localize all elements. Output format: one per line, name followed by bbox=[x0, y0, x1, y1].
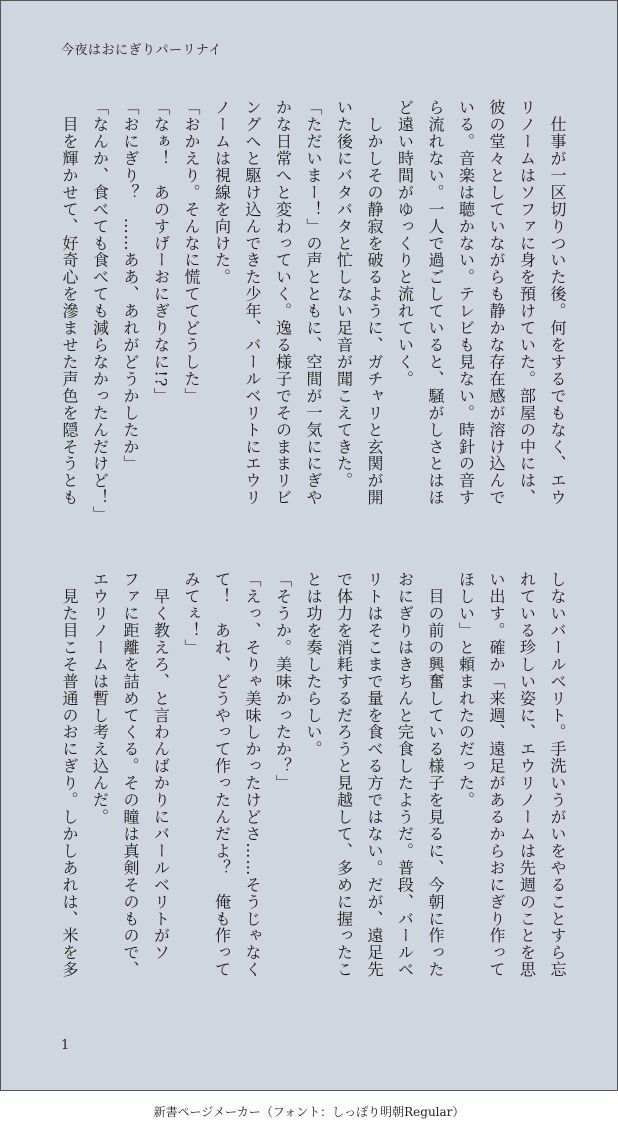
text-column: ングへと駆け込んできた少年、バールベリトにエウリ bbox=[243, 99, 262, 507]
text-column: 「おにぎり？ ……ああ、あれがどうかしたか」 bbox=[121, 99, 140, 473]
text-column: おにぎりはきちんと完食したようだ。普段、バールベ bbox=[395, 571, 415, 979]
text-column: 「なんか、食べても食べても減らなかったんだけど！」 bbox=[90, 99, 110, 523]
text-column: 早く教えろ、と言わんばかりにバールベリトがソ bbox=[151, 571, 171, 962]
text-column: かな日常へと変わっていく。逸る様子でそのままリビ bbox=[273, 99, 293, 507]
footer-credit: 新書ページメーカー（フォント：しっぽり明朝Regular） bbox=[153, 1105, 465, 1119]
text-column: ら流れない。一人で過ごしていると、騒がしさとはほ bbox=[426, 99, 445, 507]
text-column: 目の前の興奮している様子を見るに、今朝に作った bbox=[426, 571, 445, 979]
text-column: ほしい」と頼まれたのだった。 bbox=[456, 571, 476, 809]
text-column: エウリノームは暫し考え込んだ。 bbox=[90, 571, 110, 826]
text-column: 目を輝かせて、好奇心を滲ませた声色を隠そうとも bbox=[60, 99, 79, 507]
text-column: リトはそこまで量を食べる方ではない。だが、遠足先 bbox=[365, 571, 384, 979]
text-column: 「そうか。美味かったか？」 bbox=[273, 571, 293, 792]
text-column: とは功を奏したらしい。 bbox=[304, 571, 323, 758]
text-column: 「なぁ！ あのすげーおにぎりなに!?」 bbox=[151, 99, 171, 405]
text-block-top bbox=[59, 99, 567, 531]
text-column: 見た目こそ普通のおにぎり。しかしあれは、米を多 bbox=[60, 571, 79, 979]
text-column: ファに距離を詰めてくる。その瞳は真剣そのもので、 bbox=[121, 571, 140, 979]
text-column: しかしその静寂を破るように、ガチャリと玄関が開 bbox=[365, 99, 384, 507]
text-column: 彼の堂々としていながらも静かな存在感が溶け込んで bbox=[487, 99, 506, 507]
text-column: 「おかえり。そんなに慌ててどうした」 bbox=[182, 99, 201, 405]
page-number: 1 bbox=[61, 1038, 70, 1053]
text-column: い出す。確か「来週、遠足があるからおにぎり作って bbox=[487, 571, 506, 979]
text-column: みてぇ！」 bbox=[182, 571, 201, 656]
text-column: 仕事が一区切りついた後。何をするでもなく、エウ bbox=[548, 99, 567, 507]
text-column: 「えっ、そりゃ美味しかったけどさ……そうじゃなく bbox=[243, 571, 262, 979]
text-column: ノームは視線を向けた。 bbox=[212, 99, 232, 286]
text-column: で体力を消耗するだろうと見越して、多めに握ったこ bbox=[334, 571, 354, 979]
text-column: しないバールベリト。手洗いうがいをやることすら忘 bbox=[548, 571, 567, 979]
text-column: れている珍しい姿に、エウリノームは先週のことを思 bbox=[517, 571, 537, 979]
text-column: て！ あれ、どうやって作ったんだよ？ 俺も作って bbox=[212, 571, 232, 979]
text-block-bottom bbox=[59, 571, 567, 1003]
text-column: いる。音楽は聴かない。テレビも見ない。時針の音す bbox=[456, 99, 476, 507]
text-column: いた後にバタバタと忙しない足音が聞こえてきた。 bbox=[334, 99, 354, 490]
text-column: 「ただいまー！」の声とともに、空間が一気ににぎや bbox=[304, 99, 323, 507]
text-column: ど遠い時間がゆっくりと流れていく。 bbox=[395, 99, 415, 388]
running-title: 今夜はおにぎりパーリナイ bbox=[61, 43, 222, 58]
text-column: リノームはソファに身を預けていた。部屋の中には、 bbox=[517, 99, 537, 507]
